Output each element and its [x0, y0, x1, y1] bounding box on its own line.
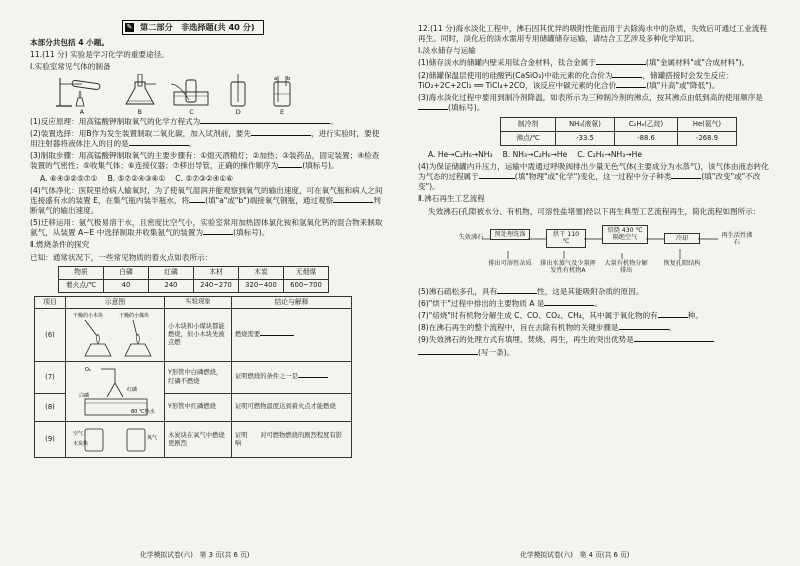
flow-arrows: [456, 223, 776, 281]
water-trough-icon: [171, 74, 211, 108]
flow-end: 再生活性沸石: [721, 231, 753, 247]
flow-step: 烘干 110 ℃: [546, 229, 586, 249]
svg-text:干燥的小木块: 干燥的小木块: [73, 312, 104, 319]
svg-text:木炭块: 木炭块: [73, 441, 89, 448]
lamp-blocks-diagram: [71, 310, 159, 358]
known-intro: 已知：通常状况下，一些常见物质的着火点如表所示：: [30, 252, 213, 262]
ignition-point-table: 物质 白磷 红磷 木材 木炭 无烟煤 着火点/℃ 40 240 240~270 320~400 600~700: [58, 266, 329, 293]
svg-text:氧气: 氧气: [147, 435, 158, 442]
apparatus-a: A: [56, 74, 108, 117]
flow-note: 大量有机物分解排出: [604, 259, 648, 275]
gas-jar-icon: [223, 74, 253, 108]
svg-text:白磷: 白磷: [79, 393, 90, 400]
flow-intro: 失效沸石(孔隙被水分、有机物、可溶性盐堵塞)经以下再生典型工艺流程再生，简化流程如图所示：: [428, 206, 761, 216]
charcoal-jars-diagram: [71, 423, 159, 453]
table-row: (6) 干燥的小木块 干燥的小煤块 小木块和小煤块都能燃烧，但小木块先被点燃 燃烧需要: [35, 308, 352, 362]
svg-text:干燥的小煤块: 干燥的小煤块: [119, 312, 150, 319]
svg-text:O₂: O₂: [85, 367, 91, 374]
q11-3: (3)制取步骤：用高锰酸钾制取氧气的主要步骤有：①熄灭酒精灯；②加热；③装药品，固定装置；④检查装置的气密性；⑤收集气体；⑥连接仪器；⑦移出导管，正确的操作顺序为 (填标号)。: [30, 151, 380, 171]
q12-8: (8)在沸石再生的整个流程中，旨在去除有机物的关键步骤是 。: [418, 323, 677, 333]
q12-9b: (写一条)。: [418, 348, 772, 358]
section-title: 第二部分 非选择题(共 40 分): [140, 22, 255, 32]
regeneration-flowchart: [456, 223, 776, 281]
q11-1: (1)反应原理：用高锰酸钾制取氧气的化学方程式为 。: [30, 117, 338, 127]
table-row: (8) Y形管中红磷燃烧 证明可燃物温度达到着火点才能燃烧: [35, 393, 352, 422]
part2-title: Ⅱ.燃烧条件的探究: [30, 240, 90, 250]
flow-note: 排出水蒸气及少量挥发性有机物A: [540, 259, 596, 275]
q12-9: (9)失效沸石的处理方式有填埋、焚烧、再生，再生的突出优势是: [418, 335, 772, 345]
q12-7: (7)"焙烧"时有机物分解生成 C、CO、CO₂、CH₄，其中属于氧化物的有 种。: [418, 310, 703, 320]
experiment-table: 项目 示意图 实验现象 结论与解释 (6) 干燥的小木块 干燥的小煤块 小木块和小煤块都能燃烧，但小木块先被点燃 燃烧需要 (7) O₂ 红磷 白磷 80 ℃热水 Y形管中白磷燃烧，红磷不燃烧 证明燃烧的条件之一是 (8) Y形管中红磷燃烧 证明可燃物温度达到着火点才能燃烧 (9) 空气 木炭块 氧气 木炭块在氧气中燃烧更剧烈 证明 对可燃物燃烧的剧烈程度有影响: [34, 296, 352, 459]
flow-step: 冷却: [664, 233, 700, 245]
svg-text:红磷: 红磷: [127, 387, 138, 394]
q12-stem: 12.(11 分)海水淡化工程中，沸石因其优异的吸附性能而用于去除海水中的杂质，失效后可通过工业流程再生。同时，淡化后的淡水需用专用储罐储存运输，请结合工艺涉及多种化学知识。: [418, 24, 768, 44]
q11-2: (2)装置选择：用B作为发生装置制取二氧化碳，加入试剂前，要先 ，进行实验时，要使用注射器将液体注入的目的是 。: [30, 129, 380, 149]
part1-title: Ⅰ.实验室常见气体的制备: [30, 62, 111, 72]
section-intro: 本部分共包括 4 小题。: [30, 37, 109, 47]
svg-text:a: a: [274, 76, 278, 83]
svg-text:空气: 空气: [73, 431, 84, 438]
apparatus-d: D: [223, 74, 253, 117]
right-page: [400, 0, 800, 566]
svg-text:b: b: [287, 76, 291, 83]
r-part1-title: Ⅰ.淡水储存与运输: [418, 46, 476, 56]
wash-bottle-icon: [265, 74, 299, 108]
q12-2: (2)储罐保温层使用的硅酸钙(CaSiO₃)中硅元素的化合价为 ，储罐搭接时会发生反应：TiO₂+2C+2Cl₂ ══ TiCl₄+2CO，该反应中碳元素的化合价 (填"升高"或"降低")。: [418, 70, 734, 90]
q12-3: (3)海水淡化过程中要用到制冷剂降温，如表所示为三种制冷剂的沸点，按其沸点由低到高的使用顺序是(填标号)。: [418, 92, 763, 112]
r-part2-title: Ⅱ.沸石再生工艺流程: [418, 194, 485, 204]
apparatus-b: B: [120, 74, 160, 117]
svg-text:80 ℃热水: 80 ℃热水: [131, 409, 155, 416]
q12-1: (1)储存淡水的储罐内壁采用钛合金材料，钛合金属于 (填"金属材料"或"合成材料")。: [418, 58, 750, 68]
q11-3-options: A. ⑥④③②⑤⑦① B. ⑤⑦②④③⑥① C. ⑤⑦③②④①⑥: [40, 173, 234, 183]
apparatus-c: C: [171, 74, 211, 117]
flask-syringe-icon: [120, 74, 160, 108]
flow-step: 焙烧 430 ℃ 隔绝空气: [602, 225, 648, 245]
q11-5: (5)迁移运用：氨气极易溶于水，且密度比空气小，实验室常用加热固体氯化铵和氢氧化钙的混合物来制取氨气，从装置 A~E 中选择制取并收集氨气的装置为 (填标号)。: [30, 218, 383, 238]
q11-stem: 11.(11 分) 实验是学习化学的重要途径。: [30, 50, 169, 60]
flow-note: 恢复孔隙结构: [663, 259, 701, 267]
apparatus-figure: [50, 74, 305, 117]
q11-4: (4)气体净化：医院里给病人输氧时，为了使氧气湿润并能观察到氧气的输出速度，可在氧气瓶和病人之间连接盛有水的装置 E，在集气瓶内装半瓶水，将 (填"a"或"b")端接氧气钢瓶，通过观察 判断氧气的输出速度。: [30, 185, 383, 215]
flow-note: 排出可溶性杂质: [488, 259, 532, 267]
page-footer-right: 化学模拟试卷(六) 第 4 页(共 6 页): [520, 551, 630, 560]
table-row: (9) 空气 木炭块 氧气 木炭块在氧气中燃烧更剧烈 证明 对可燃物燃烧的剧烈程度有影响: [35, 422, 352, 458]
flow-step: 预处理洗涤: [490, 229, 530, 241]
flow-start: 失效沸石: [458, 233, 484, 241]
q12-6: (6)"烘干"过程中排出的主要物质 A 是 。: [418, 298, 603, 308]
refrigerant-table: 制冷剂 NH₃(液氨) C₂H₆(乙烷) He(氦气) 沸点/℃ -33.5 -88.6 -268.9: [500, 117, 737, 146]
pen-icon: ✎: [126, 22, 133, 31]
q12-3-options: A. He→C₂H₆→NH₃ B. NH₃→C₂H₆→He C. C₂H₆→NH₃→He: [428, 149, 643, 159]
table-row: (7) O₂ 红磷 白磷 80 ℃热水 Y形管中白磷燃烧，红磷不燃烧 证明燃烧的条件之一是: [35, 362, 352, 393]
section-banner: [122, 20, 264, 35]
page-footer-left: 化学模拟试卷(六) 第 3 页(共 6 页): [140, 551, 250, 560]
q12-4: (4)为保证储罐内升压力，运输中需通过呼吸阀排出少量无色气体(主要成分为水蒸气)，该气体由液态转化为气态的过程属于 (填"物理"或"化学")变化，这一过程中分子种类 (填"改变"或"不改变")。: [418, 162, 769, 192]
apparatus-e: a b E: [265, 74, 299, 117]
q12-5: (5)沸石疏松多孔，具有 性，这是其能吸附杂质的原因。: [418, 286, 644, 296]
y-tube-diagram: [71, 363, 159, 417]
test-tube-heating-icon: [56, 74, 108, 108]
